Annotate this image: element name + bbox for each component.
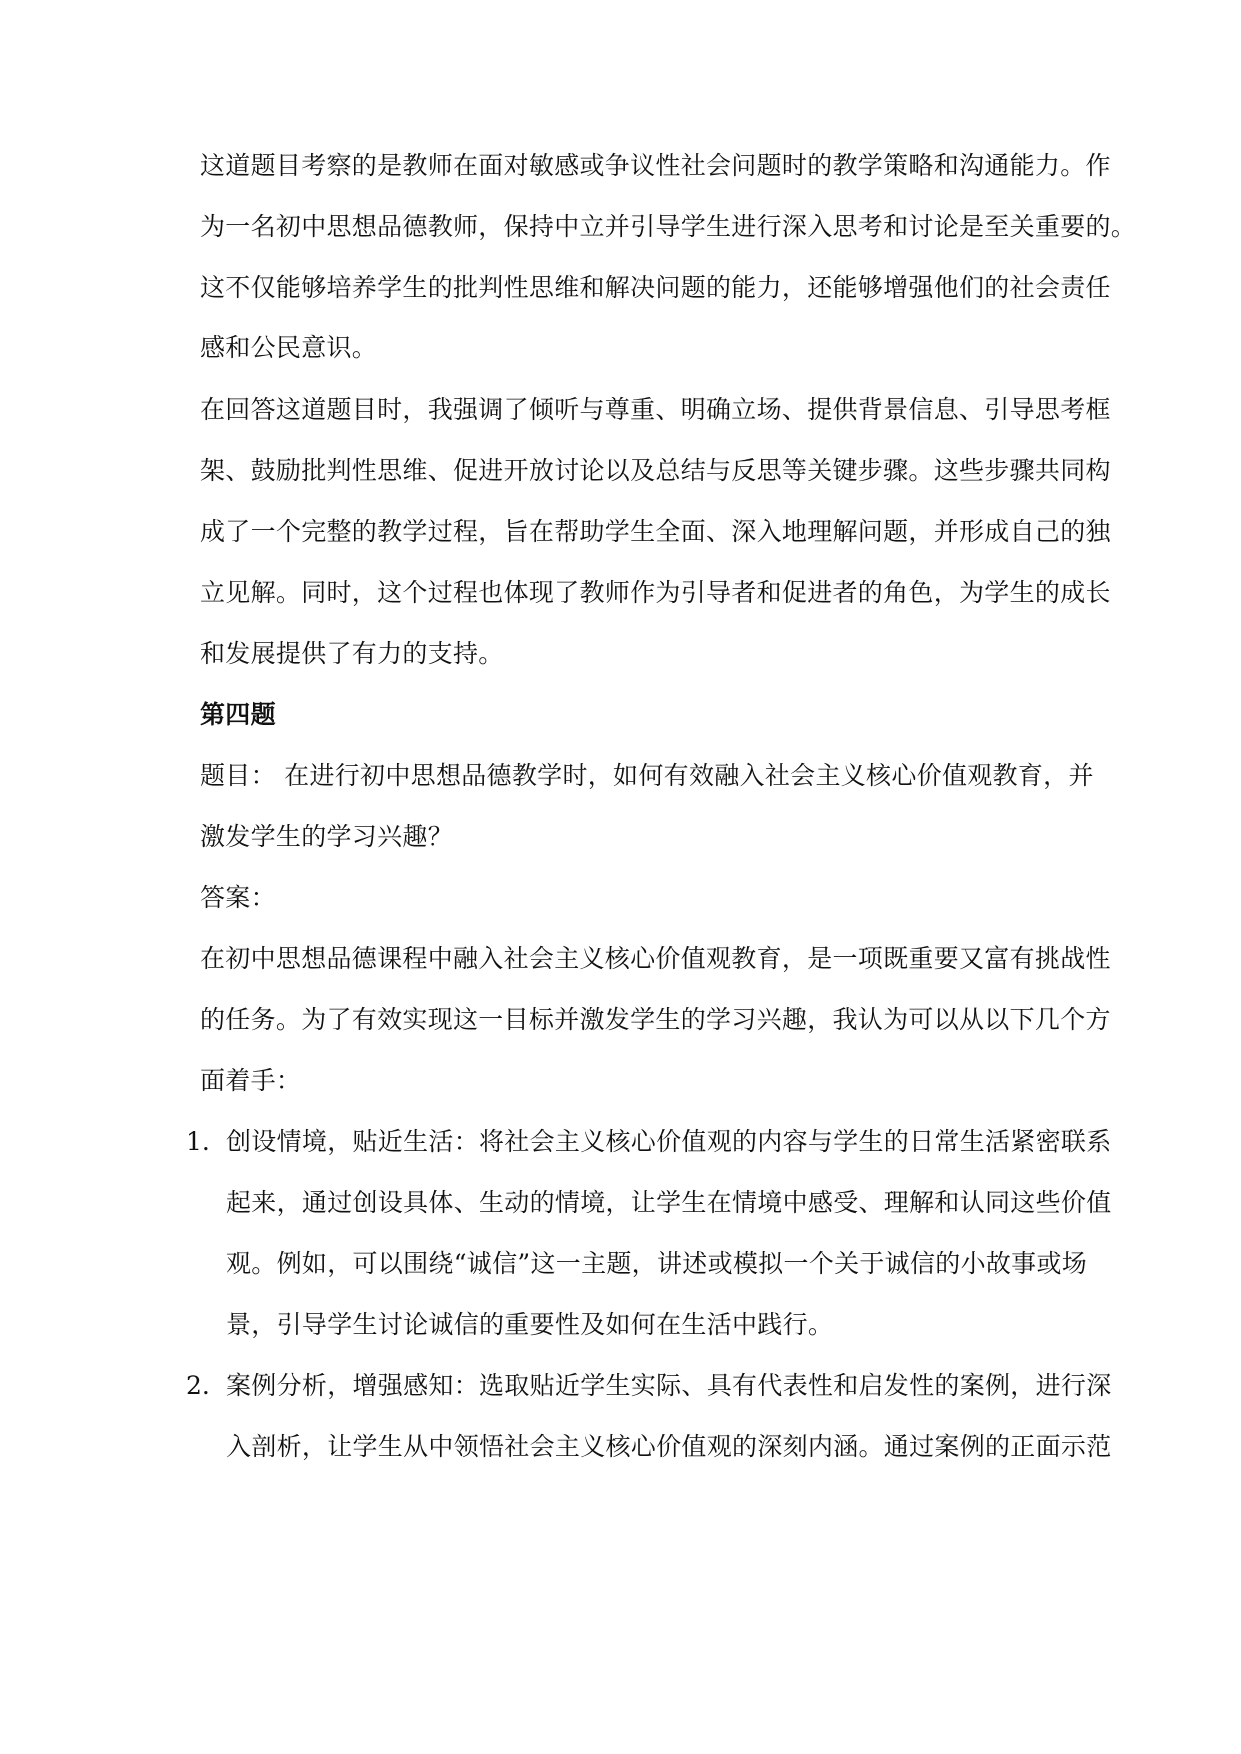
text-line: 激发学生的学习兴趣？	[200, 822, 454, 851]
text-line: 这道题目考察的是教师在面对敏感或争议性社会问题时的教学策略和沟通能力。作	[200, 151, 1111, 180]
text-line: 在回答这道题目时，我强调了倾听与尊重、明确立场、提供背景信息、引导思考框	[200, 395, 1111, 424]
answer-label: 答案：	[200, 883, 276, 912]
text-line: 感和公民意识。	[200, 333, 378, 362]
text-line: 案例分析，增强感知：选取贴近学生实际、具有代表性和启发性的案例，进行深	[226, 1371, 1112, 1400]
text-line: 的任务。为了有效实现这一目标并激发学生的学习兴趣，我认为可以从以下几个方	[200, 1005, 1111, 1034]
text-line: 观。例如，可以围绕“诚信”这一主题，讲述或模拟一个关于诚信的小故事或场	[226, 1249, 1088, 1278]
text-line: 景，引导学生讨论诚信的重要性及如何在生活中践行。	[226, 1310, 834, 1339]
text-line: 题目： 在进行初中思想品德教学时，如何有效融入社会主义核心价值观教育，并	[200, 761, 1094, 790]
text-line: 起来，通过创设具体、生动的情境，让学生在情境中感受、理解和认同这些价值	[226, 1188, 1112, 1217]
text-line: 架、鼓励批判性思维、促进开放讨论以及总结与反思等关键步骤。这些步骤共同构	[200, 456, 1111, 485]
list-number: 1.	[186, 1127, 210, 1156]
text-line: 为一名初中思想品德教师，保持中立并引导学生进行深入思考和讨论是至关重要的。	[200, 212, 1137, 241]
section-heading: 第四题	[200, 700, 276, 729]
text-line: 成了一个完整的教学过程，旨在帮助学生全面、深入地理解问题，并形成自己的独	[200, 517, 1111, 546]
list-number: 2.	[186, 1371, 210, 1400]
text-line: 创设情境，贴近生活：将社会主义核心价值观的内容与学生的日常生活紧密联系	[226, 1127, 1112, 1156]
text-line: 立见解。同时，这个过程也体现了教师作为引导者和促进者的角色，为学生的成长	[200, 578, 1111, 607]
text-line: 入剖析，让学生从中领悟社会主义核心价值观的深刻内涵。通过案例的正面示范	[226, 1432, 1112, 1461]
text-line: 面着手：	[200, 1066, 302, 1095]
text-line: 这不仅能够培养学生的批判性思维和解决问题的能力，还能够增强他们的社会责任	[200, 273, 1111, 302]
text-line: 和发展提供了有力的支持。	[200, 639, 504, 668]
text-line: 在初中思想品德课程中融入社会主义核心价值观教育，是一项既重要又富有挑战性	[200, 944, 1111, 973]
